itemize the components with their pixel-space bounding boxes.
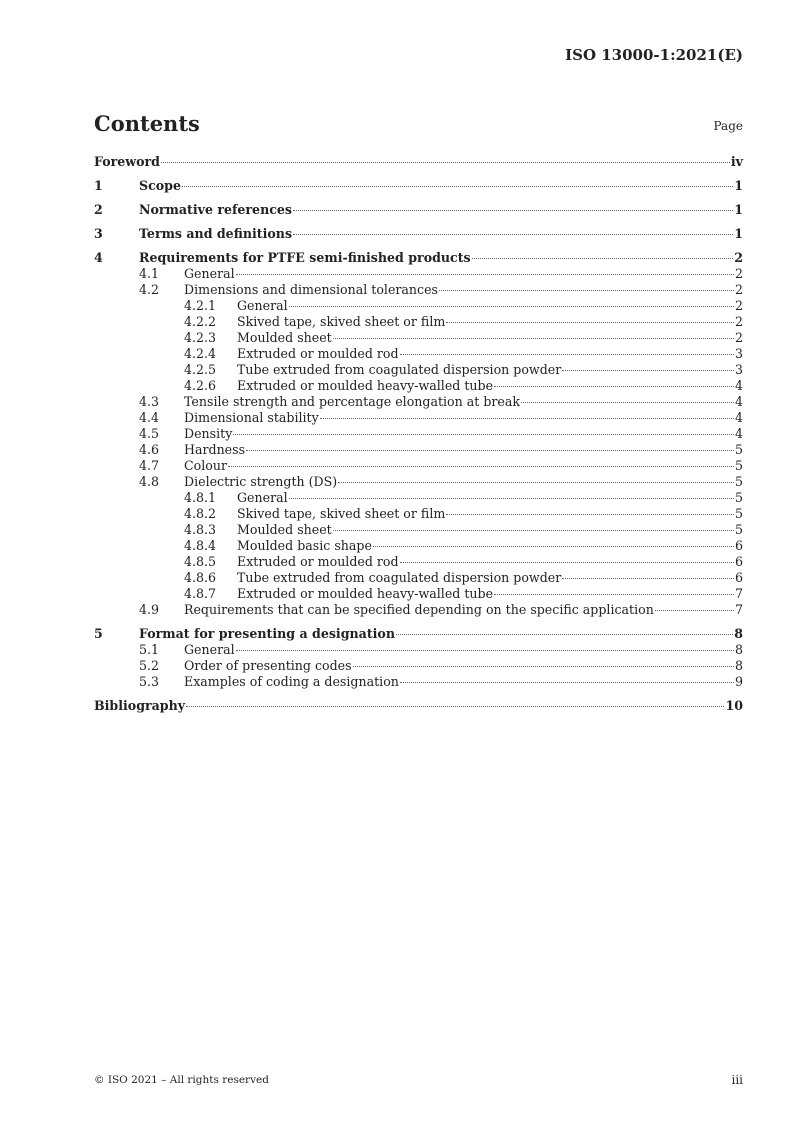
toc-entry[interactable] (94, 314, 743, 330)
dot-leader (562, 370, 734, 371)
dot-leader (400, 354, 734, 355)
toc-entry-number: 3 (94, 226, 103, 241)
toc-entry-title: Colour (184, 458, 227, 473)
toc-entry-page: 2 (734, 298, 743, 313)
toc-entry-number: 4.6 (139, 442, 160, 457)
toc-entry-number: 4.8.4 (184, 538, 217, 553)
dot-leader (186, 706, 724, 707)
toc-entry-title: Tube extruded from coagulated dispersion powder (237, 570, 562, 585)
dot-leader (246, 450, 734, 451)
toc-entry-page: 2 (734, 266, 743, 281)
toc-entry[interactable] (94, 346, 743, 362)
toc-entry-page: 4 (734, 426, 743, 441)
toc-entry[interactable] (94, 226, 743, 242)
toc-entry-page: 9 (734, 674, 743, 689)
toc-entry-title: Extruded or moulded heavy-walled tube (237, 586, 494, 601)
toc-entry[interactable] (94, 554, 743, 570)
toc-entry-page: 2 (734, 314, 743, 329)
toc-entry-title: Bibliography (94, 698, 186, 713)
toc-entry-title: Skived tape, skived sheet or film (237, 506, 446, 521)
toc-entry-page: 8 (734, 658, 743, 673)
dot-leader (494, 594, 734, 595)
page-title: Contents (94, 111, 200, 136)
toc-entry-page: 2 (734, 330, 743, 345)
toc-entry-number: 4 (94, 250, 103, 265)
toc-entry-title: Dimensional stability (184, 410, 319, 425)
toc-entry-number: 4.8.1 (184, 490, 217, 505)
dot-leader (400, 682, 734, 683)
dot-leader (353, 666, 734, 667)
toc-entry[interactable] (94, 154, 743, 170)
dot-leader (182, 186, 733, 187)
toc-entry-title: Dimensions and dimensional tolerances (184, 282, 439, 297)
dot-leader (439, 290, 734, 291)
toc-entry-title: Extruded or moulded rod (237, 554, 399, 569)
dot-leader (521, 402, 734, 403)
dot-leader (400, 562, 734, 563)
toc-entry[interactable] (94, 298, 743, 314)
toc-entry[interactable] (94, 642, 743, 658)
toc-entry-number: 4.8.7 (184, 586, 217, 601)
dot-leader (161, 162, 730, 163)
toc-entry-title: Foreword (94, 154, 160, 169)
toc-entry-title: Extruded or moulded rod (237, 346, 399, 361)
toc-entry[interactable] (94, 410, 743, 426)
toc-entry-title: Moulded basic shape (237, 538, 372, 553)
toc-entry[interactable] (94, 506, 743, 522)
toc-entry-page: 5 (734, 490, 743, 505)
toc-entry-number: 4.2.6 (184, 378, 217, 393)
toc-entry-page: 1 (734, 202, 743, 217)
toc-entry[interactable] (94, 458, 743, 474)
toc-entry-title: Order of presenting codes (184, 658, 352, 673)
toc-entry-title: Requirements that can be specified depending on the specific application (184, 602, 654, 617)
toc-entry-title: Scope (139, 178, 181, 193)
toc-entry-page: 5 (734, 458, 743, 473)
toc-entry-page: iv (730, 154, 743, 169)
toc-entry-title: Hardness (184, 442, 246, 457)
toc-entry[interactable] (94, 442, 743, 458)
toc-entry[interactable] (94, 474, 743, 490)
toc-entry-number: 4.7 (139, 458, 160, 473)
dot-leader (446, 322, 734, 323)
dot-leader (333, 338, 734, 339)
document-id: ISO 13000-1:2021(E) (565, 46, 743, 64)
toc-entry-page: 10 (725, 698, 743, 713)
toc-entry-page: 4 (734, 378, 743, 393)
toc-entry-title: Dielectric strength (DS) (184, 474, 338, 489)
toc-entry-page: 8 (734, 642, 743, 657)
dot-leader (228, 466, 734, 467)
toc-entry-page: 6 (734, 554, 743, 569)
dot-leader (289, 498, 734, 499)
toc-entry[interactable] (94, 602, 743, 618)
toc-entry-number: 5 (94, 626, 103, 641)
toc-entry-number: 4.8.3 (184, 522, 217, 537)
toc-entry[interactable] (94, 538, 743, 554)
toc-entry-page: 3 (734, 346, 743, 361)
toc-entry-number: 4.8.2 (184, 506, 217, 521)
toc-entry-page: 5 (734, 506, 743, 521)
toc-entry[interactable] (94, 266, 743, 282)
toc-entry-title: General (237, 490, 288, 505)
page-column-label: Page (713, 119, 743, 133)
toc-entry-number: 5.1 (139, 642, 160, 657)
toc-entry-page: 4 (734, 394, 743, 409)
dot-leader (293, 210, 733, 211)
toc-entry-number: 5.3 (139, 674, 160, 689)
toc-entry-page: 5 (734, 522, 743, 537)
toc-entry-number: 4.2 (139, 282, 160, 297)
dot-leader (233, 434, 734, 435)
toc-entry-number: 4.2.1 (184, 298, 217, 313)
toc-entry-number: 4.8.6 (184, 570, 217, 585)
dot-leader (338, 482, 734, 483)
toc-entry[interactable] (94, 586, 743, 602)
toc-entry-number: 4.9 (139, 602, 160, 617)
toc-entry[interactable] (94, 378, 743, 394)
toc-entry[interactable] (94, 282, 743, 298)
toc-entry-number: 4.2.4 (184, 346, 217, 361)
toc-entry[interactable] (94, 490, 743, 506)
dot-leader (655, 610, 734, 611)
toc-entry-number: 4.2.2 (184, 314, 217, 329)
toc-entry-number: 1 (94, 178, 103, 193)
toc-entry-title: Moulded sheet (237, 330, 332, 345)
toc-entry-page: 7 (734, 586, 743, 601)
toc-entry-title: Tensile strength and percentage elongation at break (184, 394, 521, 409)
toc-entry-title: General (184, 266, 235, 281)
toc-entry-title: Examples of coding a designation (184, 674, 399, 689)
toc-entry-number: 4.8.5 (184, 554, 217, 569)
toc-entry-page: 1 (734, 178, 743, 193)
toc-entry-page: 1 (734, 226, 743, 241)
toc-entry[interactable] (94, 394, 743, 410)
dot-leader (333, 530, 734, 531)
toc-entry-title: Extruded or moulded heavy-walled tube (237, 378, 494, 393)
toc-entry-page: 3 (734, 362, 743, 377)
dot-leader (373, 546, 734, 547)
toc-entry[interactable] (94, 658, 743, 674)
toc-entry[interactable] (94, 626, 743, 642)
toc-entry[interactable] (94, 674, 743, 690)
toc-entry-page: 5 (734, 474, 743, 489)
toc-entry-number: 4.8 (139, 474, 160, 489)
toc-entry-title: General (237, 298, 288, 313)
toc-entry-page: 4 (734, 410, 743, 425)
toc-entry-title: Moulded sheet (237, 522, 332, 537)
toc-entry-number: 4.1 (139, 266, 160, 281)
toc-entry-page: 6 (734, 570, 743, 585)
dot-leader (236, 274, 734, 275)
toc-entry-number: 5.2 (139, 658, 160, 673)
toc-entry-page: 2 (734, 282, 743, 297)
copyright-notice: © ISO 2021 – All rights reserved (94, 1074, 269, 1086)
dot-leader (293, 234, 733, 235)
toc-entry-number: 4.2.5 (184, 362, 217, 377)
toc-entry-number: 4.4 (139, 410, 160, 425)
toc-entry[interactable] (94, 362, 743, 378)
dot-leader (289, 306, 734, 307)
toc-entry-page: 8 (734, 626, 743, 641)
toc-entry[interactable] (94, 330, 743, 346)
toc-entry[interactable] (94, 178, 743, 194)
toc-entry-title: General (184, 642, 235, 657)
dot-leader (320, 418, 734, 419)
toc-entry[interactable] (94, 698, 743, 714)
toc-entry[interactable] (94, 522, 743, 538)
dot-leader (396, 634, 733, 635)
toc-entry-number: 2 (94, 202, 103, 217)
dot-leader (472, 258, 734, 259)
toc-entry-number: 4.5 (139, 426, 160, 441)
toc-entry[interactable] (94, 250, 743, 266)
toc-entry-page: 5 (734, 442, 743, 457)
page-number: iii (731, 1073, 743, 1087)
dot-leader (494, 386, 734, 387)
toc-entry[interactable] (94, 426, 743, 442)
dot-leader (562, 578, 734, 579)
table-of-contents (94, 154, 743, 714)
toc-entry[interactable] (94, 570, 743, 586)
toc-entry-number: 4.3 (139, 394, 160, 409)
toc-entry-title: Requirements for PTFE semi-finished products (139, 250, 471, 265)
toc-entry-title: Format for presenting a designation (139, 626, 395, 641)
toc-entry-page: 7 (734, 602, 743, 617)
dot-leader (236, 650, 734, 651)
toc-entry-page: 2 (734, 250, 743, 265)
toc-entry-number: 4.2.3 (184, 330, 217, 345)
toc-entry-title: Skived tape, skived sheet or film (237, 314, 446, 329)
toc-entry-title: Density (184, 426, 233, 441)
toc-entry-title: Tube extruded from coagulated dispersion powder (237, 362, 562, 377)
toc-entry-page: 6 (734, 538, 743, 553)
toc-entry[interactable] (94, 202, 743, 218)
toc-entry-title: Normative references (139, 202, 293, 217)
dot-leader (446, 514, 734, 515)
toc-entry-title: Terms and definitions (139, 226, 293, 241)
